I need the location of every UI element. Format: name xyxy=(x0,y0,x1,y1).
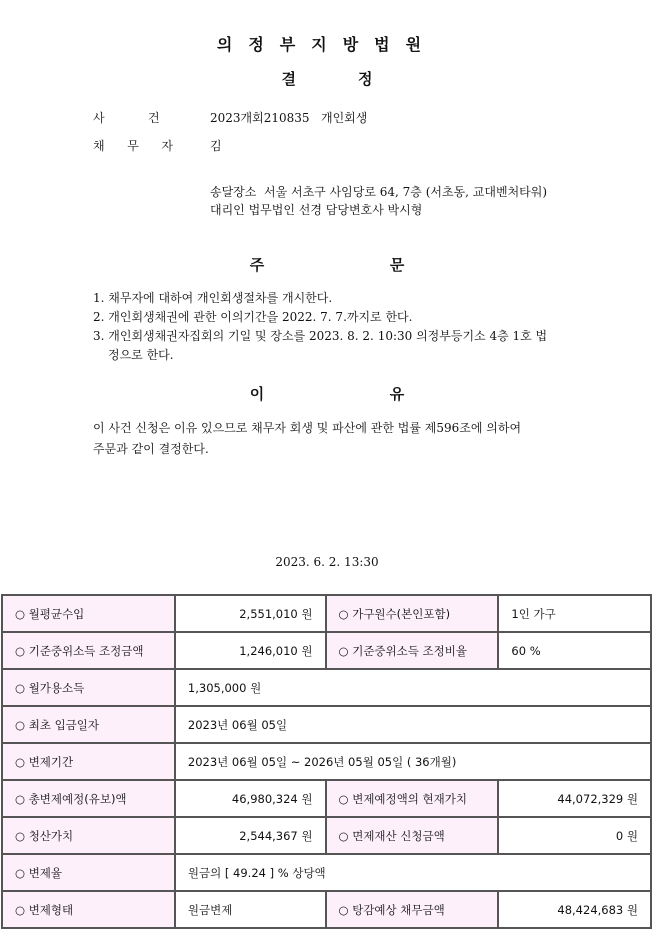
field-value: 1,305,000 원 xyxy=(175,669,651,706)
service-address: 송달장소 서울 서초구 사임당로 64, 7층 (서초동, 교대벤처타워) xyxy=(210,185,548,199)
field-label: ○ 변제형태 xyxy=(2,891,175,928)
field-value: 1,246,010 원 xyxy=(175,632,326,669)
decision-date: 2023. 6. 2. 13:30 xyxy=(275,555,379,569)
court-name: 의정부지방법원 xyxy=(216,35,438,54)
field-label: ○ 월가용소득 xyxy=(2,669,175,706)
field-label: ○ 변제율 xyxy=(2,854,175,891)
order-item: 3. 개인회생채권자집회의 기일 및 장소를 2023. 8. 2. 10:30 의정부등기소 4층 1호 법 xyxy=(93,329,548,343)
table-row xyxy=(2,595,651,632)
table-row xyxy=(2,706,651,743)
reason-text: 이 사건 신청은 이유 있으므로 채무자 회생 및 파산에 관한 법률 제596조에 의하여 xyxy=(93,421,522,435)
field-label: ○ 면제재산 신청금액 xyxy=(326,817,499,854)
table-row xyxy=(2,817,651,854)
field-value: 2023년 06월 05일 ~ 2026년 05월 05일 ( 36개월) xyxy=(175,743,651,780)
order-item: 2. 개인회생채권에 관한 이의기간을 2022. 7. 7.까지로 한다. xyxy=(93,310,413,324)
field-label: ○ 월평균수입 xyxy=(2,595,175,632)
field-value: 2,551,010 원 xyxy=(175,595,326,632)
field-label: ○ 청산가치 xyxy=(2,817,175,854)
field-value: 46,980,324 원 xyxy=(175,780,326,817)
field-label: ○ 최초 입금일자 xyxy=(2,706,175,743)
debtor-label: 채 무 자 xyxy=(93,139,173,153)
field-label: ○ 탕감예상 채무금액 xyxy=(326,891,499,928)
reason-text: 주문과 같이 결정한다. xyxy=(93,442,209,456)
table-row xyxy=(2,854,651,891)
field-label: ○ 가구원수(본인포함) xyxy=(326,595,499,632)
case-number: 2023개회210835 개인회생 xyxy=(210,111,368,125)
field-value: 44,072,329 원 xyxy=(498,780,651,817)
field-value: 1인 가구 xyxy=(498,595,651,632)
order-item: 1. 채무자에 대하여 개인회생절차를 개시한다. xyxy=(93,291,333,305)
repayment-summary-table xyxy=(1,594,652,929)
field-value: 60 % xyxy=(498,632,651,669)
field-value: 0 원 xyxy=(498,817,651,854)
field-label: ○ 기준중위소득 조정비율 xyxy=(326,632,499,669)
field-label: ○ 변제예정액의 현재가치 xyxy=(326,780,499,817)
field-label: ○ 기준중위소득 조정금액 xyxy=(2,632,175,669)
field-value: 2,544,367 원 xyxy=(175,817,326,854)
field-value: 원금의 [ 49.24 ] % 상당액 xyxy=(175,854,651,891)
table-row xyxy=(2,669,651,706)
field-label: ○ 변제기간 xyxy=(2,743,175,780)
table-row xyxy=(2,743,651,780)
order-item-continued: 정으로 한다. xyxy=(108,348,174,362)
case-label: 사 건 xyxy=(93,111,160,125)
table-row xyxy=(2,891,651,928)
legal-agent: 대리인 법무법인 선경 담당변호사 박시형 xyxy=(210,203,423,217)
debtor-name: 김 xyxy=(210,139,222,153)
field-value: 원금변제 xyxy=(175,891,326,928)
field-label: ○ 총변제예정(유보)액 xyxy=(2,780,175,817)
document-type: 결정 xyxy=(281,70,435,88)
field-value: 48,424,683 원 xyxy=(498,891,651,928)
field-value: 2023년 06월 05일 xyxy=(175,706,651,743)
table-row xyxy=(2,632,651,669)
order-heading: 주 문 xyxy=(249,256,405,274)
reason-heading: 이 유 xyxy=(249,385,405,403)
table-row xyxy=(2,780,651,817)
